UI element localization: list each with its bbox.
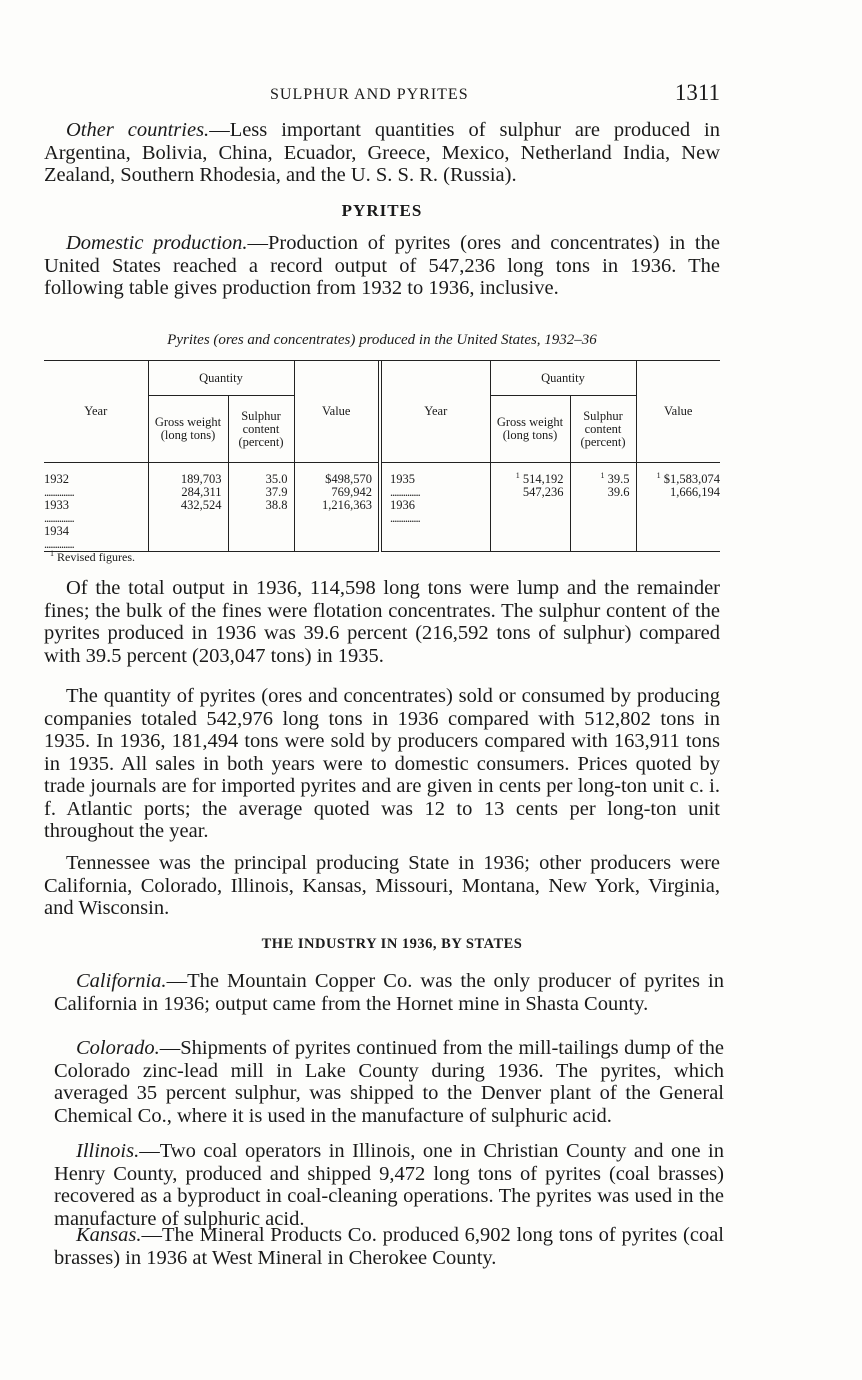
- paragraph-lead: Domestic production.: [66, 232, 248, 254]
- table-footnote: $^1$ Revised figures.: [50, 549, 135, 564]
- state-paragraph-colorado: Colorado.—Shipments of pyrites continued from the mill-tailings dump of the Colorado zinc-lead mill in Lake County during 1936. The pyrites, which averaged 35 percent sulphur, was shipped to the Denver plant of the General Chemical Co., where it is used in the manufacture of sulphuric acid.: [54, 1037, 724, 1127]
- col-quantity-header: Quantity: [490, 361, 636, 396]
- domestic-production-paragraph: [44, 232, 720, 300]
- industry-heading: THE INDUSTRY IN 1936, BY STATES: [261, 936, 523, 952]
- col-year-header: Year: [84, 404, 108, 418]
- page-number: 1311: [674, 80, 720, 105]
- gross-cell: $^1$ 514,192 547,236: [490, 463, 570, 552]
- paragraph-lead: Other countries.: [66, 119, 210, 141]
- paragraph-text: —Less important quantities of sulphur are produced in Argentina, Bolivia, China, Ecuador, Greece, Mexico, Netherland India, New Zealand, Southern Rhodesia, and the U. S. S. R. (Russia).: [44, 119, 720, 186]
- col-sulphur-header: Sulphur content (percent): [228, 396, 294, 463]
- paragraph-text: —Production of pyrites (ores and concentrates) in the United States reached a record output of 547,236 long tons in 1936. The following table gives production from 1932 to 1936, inclusive.: [44, 232, 720, 299]
- table-caption: Pyrites (ores and concentrates) produced in the United States, 1932–36: [167, 332, 597, 348]
- state-paragraph-california: California.—The Mountain Copper Co. was the only producer of pyrites in California in 1936; output came from the Hornet mine in Shasta County.: [54, 970, 724, 1015]
- year-cell: 1935 .............. 1936 ..............: [380, 463, 490, 552]
- gross-cell: 189,703 284,311 432,524: [148, 463, 228, 552]
- col-gross-header: Gross weight (long tons): [490, 396, 570, 463]
- sulphur-cell: $^1$ 39.5 39.6: [570, 463, 636, 552]
- output-paragraph: Of the total output in 1936, 114,598 long tons were lump and the remainder fines; the bulk of the fines were flotation concentrates. The sulphur content of the pyrites produced in 1936 was 39.6 percent (216,592 tons of sulphur) compared with 39.5 percent (203,047 tons) in 1935.: [44, 577, 720, 667]
- pyrites-heading: PYRITES: [341, 201, 423, 220]
- value-cell: $^1$ $1,583,074 1,666,194: [636, 463, 720, 552]
- col-gross-header: Gross weight (long tons): [148, 396, 228, 463]
- other-countries-paragraph: [44, 119, 720, 187]
- col-sulphur-header: Sulphur content (percent): [570, 396, 636, 463]
- sales-paragraph: The quantity of pyrites (ores and concentrates) sold or consumed by producing companies totaled 542,976 long tons in 1936 compared with 512,802 tons in 1935. In 1936, 181,494 tons were sold by producers compared with 163,911 tons in 1935. All sales in both years were to domestic consumers. Prices quoted by trade journals are for imported pyrites and are given in cents per long-ton unit c. i. f. Atlantic ports; the average quoted was 12 to 13 cents per long-ton unit throughout the year.: [44, 685, 720, 842]
- year-cell: 1932 .............. 1933 .............. 1934 ..............: [44, 463, 148, 552]
- running-header: [44, 80, 720, 108]
- col-year-header: Year: [380, 361, 490, 463]
- col-value-header: Value: [636, 361, 720, 463]
- pyrites-production-table: [44, 360, 720, 552]
- value-cell: $498,570 769,942 1,216,363: [294, 463, 380, 552]
- sulphur-cell: 35.0 37.9 38.8: [228, 463, 294, 552]
- col-value-header: Value: [294, 361, 380, 463]
- state-paragraph-kansas: Kansas.—The Mineral Products Co. produced 6,902 long tons of pyrites (coal brasses) in 1936 at West Mineral in Cherokee County.: [54, 1224, 724, 1269]
- col-quantity-header: Quantity: [148, 361, 294, 396]
- running-title: SULPHUR AND PYRITES: [270, 86, 469, 103]
- producers-paragraph: Tennessee was the principal producing State in 1936; other producers were California, Colorado, Illinois, Kansas, Missouri, Montana, New York, Virginia, and Wisconsin.: [44, 852, 720, 919]
- table-row: [44, 463, 720, 552]
- state-paragraph-illinois: Illinois.—Two coal operators in Illinois, one in Christian County and one in Henry County, produced and shipped 9,472 long tons of pyrites (coal brasses) recovered as a byproduct in coal-cleaning operations. The pyrites was used in the manufacture of sulphuric acid.: [54, 1140, 724, 1230]
